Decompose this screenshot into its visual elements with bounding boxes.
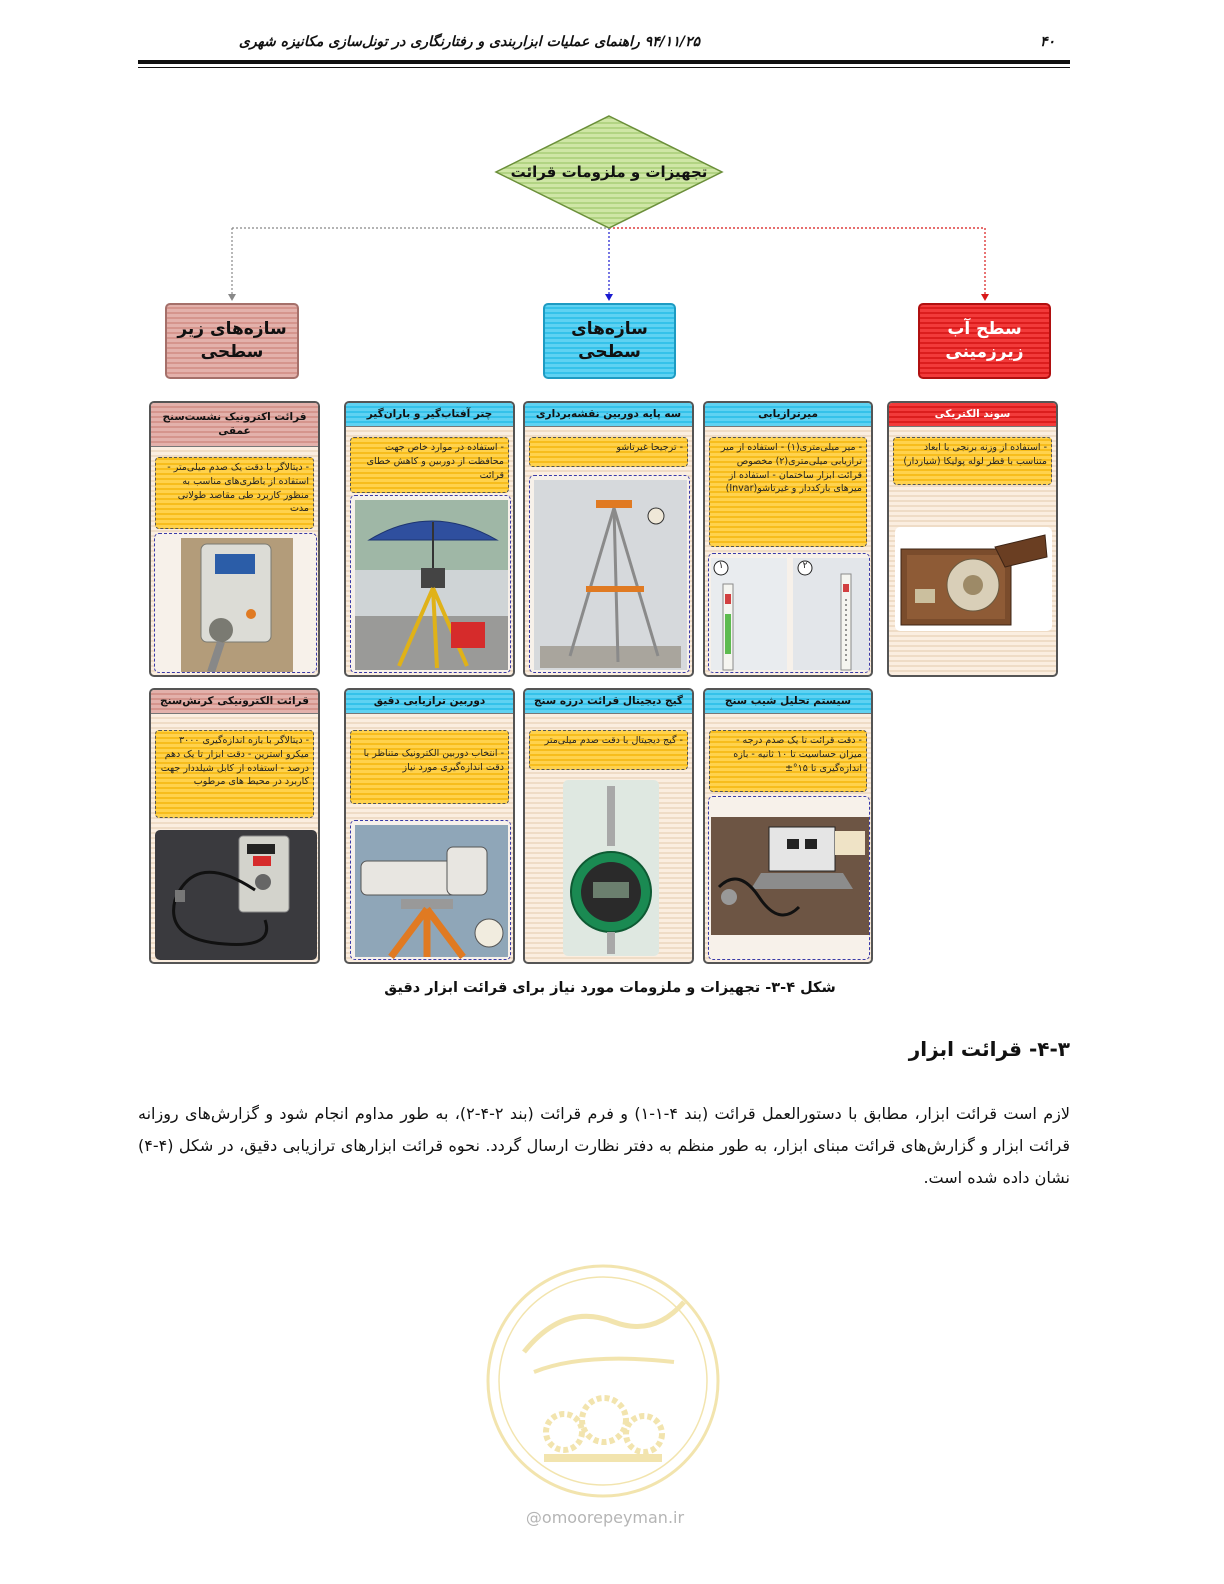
category-surface: سازه‌های سطحی (543, 303, 676, 379)
crack-gauge-drawing (563, 780, 659, 956)
card-description: - دیتالاگر با بازه اندازه‌گیری ۳۰۰۰ میکرو استرین - دقت ابزار تا یک دهم درصد - استفاده از کابل شیلددار جهت کاربرد در محیط های مرطوب (155, 730, 314, 818)
card-title: میرترازیابی (705, 403, 871, 427)
section-paragraph: لازم است قرائت ابزار، مطابق با دستورالعمل قرائت (بند ۴-۱-۱) و فرم قرائت (بند ۲-۴-۲)، به طور مداوم انجام شود و گزارش‌های روزانه قرائت ابزار و گزارش‌های قرائت مبنای ابزار، به طور منظم به دفتر نظارت ارسال گردد. نحوه قرائت ابزارهای ترازیابی دقیق، در شکل (۴-۴) نشان داده شده است. (138, 1104, 1070, 1187)
card-title: چتر آفتاب‌گیر و باران‌گیر (346, 403, 513, 427)
card-title: گیج دیجیتال قرائت درزه سنج (525, 690, 692, 714)
tilt-system-photo (708, 796, 870, 960)
watermark-url: @omoorepeyman.ir (525, 1508, 685, 1527)
staff-marker-1: ۱ (718, 561, 724, 571)
card-precise-level-camera (344, 688, 515, 964)
level-camera-drawing (351, 821, 511, 960)
card-strain-gauge-reader (149, 688, 320, 964)
card-title: قرائت الکترونیکی کرنش‌سنج (151, 690, 318, 714)
card-leveling-staff (703, 401, 873, 677)
diagram-root-node (494, 114, 724, 230)
card-description: - گیج دیجیتال با دقت صدم میلی‌متر (529, 730, 688, 770)
settlement-reader-photo (154, 533, 317, 673)
umbrella-drawing (351, 496, 511, 673)
staff-marker-2: ۲ (802, 561, 808, 571)
card-title: قرائت اکترونیک نشست‌سنج عمقی (151, 403, 318, 447)
tilt-system-drawing (709, 797, 870, 960)
crack-gauge-photo (563, 780, 659, 956)
card-tilt-analysis-system (703, 688, 873, 964)
card-electric-sounding (887, 401, 1058, 677)
category-groundwater: سطح آب زیرزمینی (918, 303, 1051, 379)
card-description: - انتخاب دوربین الکترونیک متناظر با دقت اندازه‌گیری مورد نیاز (350, 730, 509, 804)
card-description: - دیتالاگر با دقت یک صدم میلی‌متر - استفاده از باطری‌های مناسب به منظور کاربرد طی مقاصد طولانی مدت (155, 457, 314, 529)
watermark-logo (484, 1262, 722, 1500)
card-description: - استفاده در موارد خاص جهت محافظت از دوربین و کاهش خطای قرائت (350, 437, 509, 493)
sounding-photo (895, 527, 1052, 631)
tripod-drawing (530, 476, 690, 673)
card-description: - میر میلی‌متری(۱) - استفاده از میر ترازیابی میلی‌متری(۲) مخصوص قرائت ابزار ساختمان - استفاده از میرهای بارکددار و غیرتاشو(Invar) (709, 437, 867, 547)
card-title: سوند الکتریکی (889, 403, 1056, 427)
umbrella-photo (350, 495, 511, 673)
card-title: سه پایه دوربین نقشه‌برداری (525, 403, 692, 427)
page-number: ۴۰ (1040, 34, 1056, 50)
card-deep-settlement-reader (149, 401, 320, 677)
card-description: - ترجیحا غیرتاشو (529, 437, 688, 467)
card-sun-rain-umbrella (344, 401, 515, 677)
diagram-root-label: تجهیزات و ملزومات قرائت (510, 163, 708, 181)
strain-reader-photo (155, 830, 317, 960)
card-title: سیستم تحلیل شیب سنج (705, 690, 871, 714)
card-survey-tripod (523, 401, 694, 677)
card-digital-crack-gauge (523, 688, 694, 964)
category-subsurface: سازه‌های زیر سطحی (165, 303, 299, 379)
figure-caption: شکل ۴-۳- تجهیزات و ملزومات مورد نیاز برای قرائت ابزار دقیق (384, 980, 836, 996)
settlement-reader-drawing (155, 534, 317, 673)
section-heading: ۴-۳- قرائت ابزار (908, 1037, 1070, 1061)
sounding-drawing (895, 527, 1052, 631)
tripod-photo (529, 475, 690, 673)
strain-reader-drawing (155, 830, 317, 960)
card-description: - دقت قرائت تا یک صدم درجه - میزان حساسیت تا ۱۰ ثانیه - بازه اندازه‌گیری تا ۱۵°± (709, 730, 867, 792)
staff-drawing (709, 554, 870, 673)
staff-photos (708, 553, 870, 673)
card-title: دوربین ترازیابی دقیق (346, 690, 513, 714)
card-description: - استفاده از وزنه برنجی با ابعاد متناسب با قطر لوله پولیکا (شیاردار) (893, 437, 1052, 485)
level-camera-photo (350, 820, 511, 960)
running-header: ۹۴/۱۱/۲۵ راهنمای عملیات ابزاربندی و رفتارنگاری در تونل‌سازی مکانیزه شهری (238, 34, 700, 50)
